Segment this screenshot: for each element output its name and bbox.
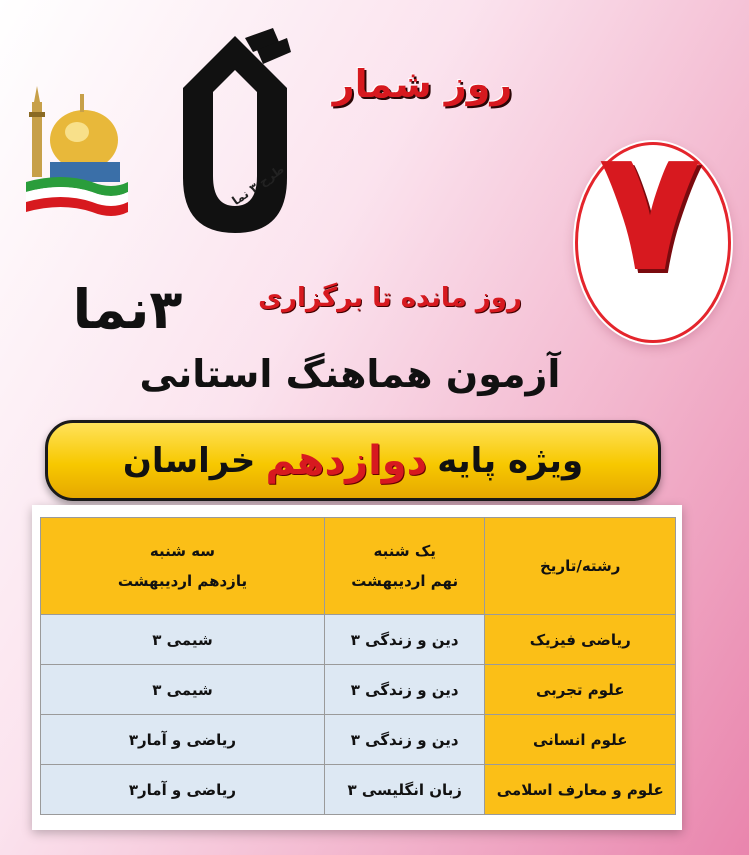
subject-cell: شیمی ۳: [41, 615, 325, 665]
subject-cell: ریاضی و آمار۳: [41, 715, 325, 765]
day-header: [41, 518, 325, 615]
day-weekday: سه شنبه: [149, 542, 216, 560]
table-row: [41, 765, 676, 815]
subject-cell: شیمی ۳: [41, 665, 325, 715]
day-weekday: یک شنبه: [373, 542, 436, 560]
table-row: [41, 715, 676, 765]
schedule-card: [32, 505, 682, 830]
table-row: [41, 615, 676, 665]
field-cell: علوم و معارف اسلامی: [485, 765, 676, 815]
grade-name: دوازدهم: [265, 437, 428, 484]
iran-flag-icon: [26, 177, 128, 216]
logo-icon: [175, 28, 295, 238]
day-date: یازدهم اردیبهشت: [117, 572, 248, 590]
grade-banner: [45, 420, 661, 501]
countdown-title: روز شمار: [332, 62, 513, 106]
subject-cell: دین و زندگی ۳: [324, 665, 485, 715]
shrine-icon: [22, 82, 132, 217]
table-header-row: [41, 518, 676, 615]
subject-cell: زبان انگلیسی ۳: [324, 765, 485, 815]
exam-name: آزمون هماهنگ استانی: [139, 352, 561, 396]
subject-cell: دین و زندگی ۳: [324, 715, 485, 765]
day-header: [324, 518, 485, 615]
subject-cell: دین و زندگی ۳: [324, 615, 485, 665]
schedule-table: [40, 517, 676, 815]
table-row: [41, 665, 676, 715]
grade-prefix: ویژه پایه: [437, 440, 584, 481]
until-label: روز مانده تا برگزاری: [258, 283, 522, 313]
days-remaining: ۷: [598, 112, 702, 310]
field-cell: علوم انسانی: [485, 715, 676, 765]
field-cell: ریاضی فیزیک: [485, 615, 676, 665]
brand-title: ۳نما: [72, 278, 183, 341]
logo-caption: طرح ۳ نما: [229, 162, 287, 208]
day-date: نهم اردیبهشت: [351, 572, 459, 590]
province-name: خراسان: [122, 440, 256, 481]
subject-cell: ریاضی و آمار۳: [41, 765, 325, 815]
field-cell: علوم تجربی: [485, 665, 676, 715]
corner-header: رشته/تاریخ: [485, 518, 676, 615]
